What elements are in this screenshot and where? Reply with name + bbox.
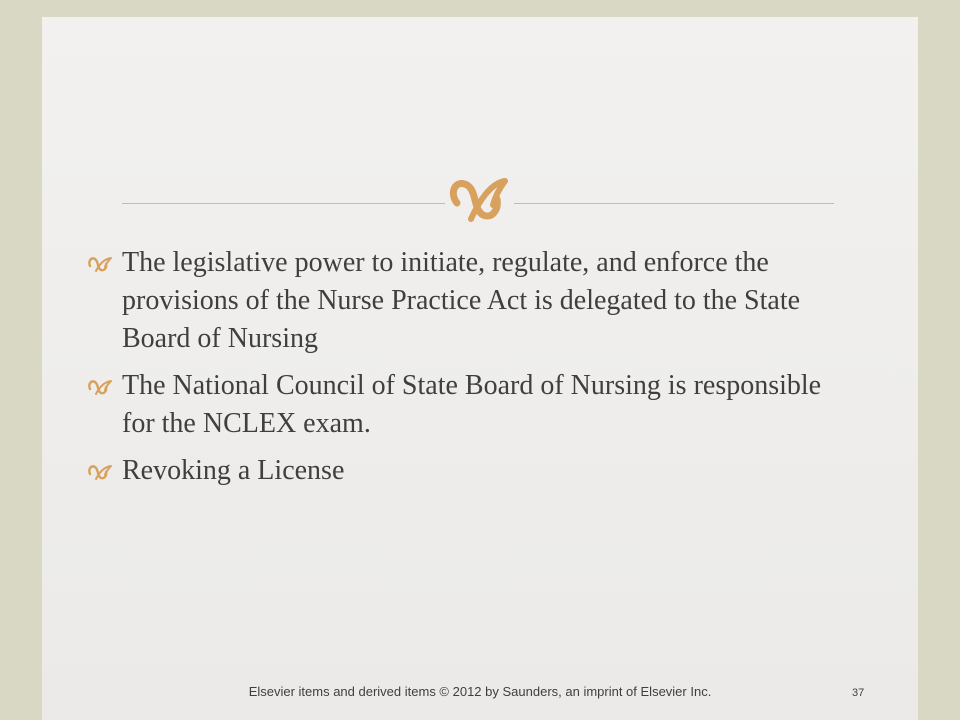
bullet-flourish-icon — [86, 462, 114, 482]
bullet-text: The National Council of State Board of Nursing is responsible for the NCLEX exam. — [122, 370, 822, 439]
bullet-text: The legislative power to initiate, regulate, and enforce the provisions of the Nurse Practice Act is delegated to the State Board of Nursing — [122, 247, 801, 354]
header-rule-left — [122, 203, 445, 204]
bullet-list — [86, 244, 846, 499]
bullet-item — [86, 367, 846, 443]
flourish-icon — [447, 171, 513, 229]
header-rule-right — [514, 203, 834, 204]
bullet-text: Revoking a License — [122, 455, 345, 486]
bullet-flourish-icon — [86, 377, 114, 397]
bullet-flourish-icon — [86, 254, 114, 274]
footer-copyright: Elsevier items and derived items © 2012 by Saunders, an imprint of Elsevier Inc. — [248, 684, 712, 699]
bullet-item — [86, 244, 846, 358]
page-number: 37 — [852, 687, 865, 699]
bullet-item — [86, 452, 846, 490]
